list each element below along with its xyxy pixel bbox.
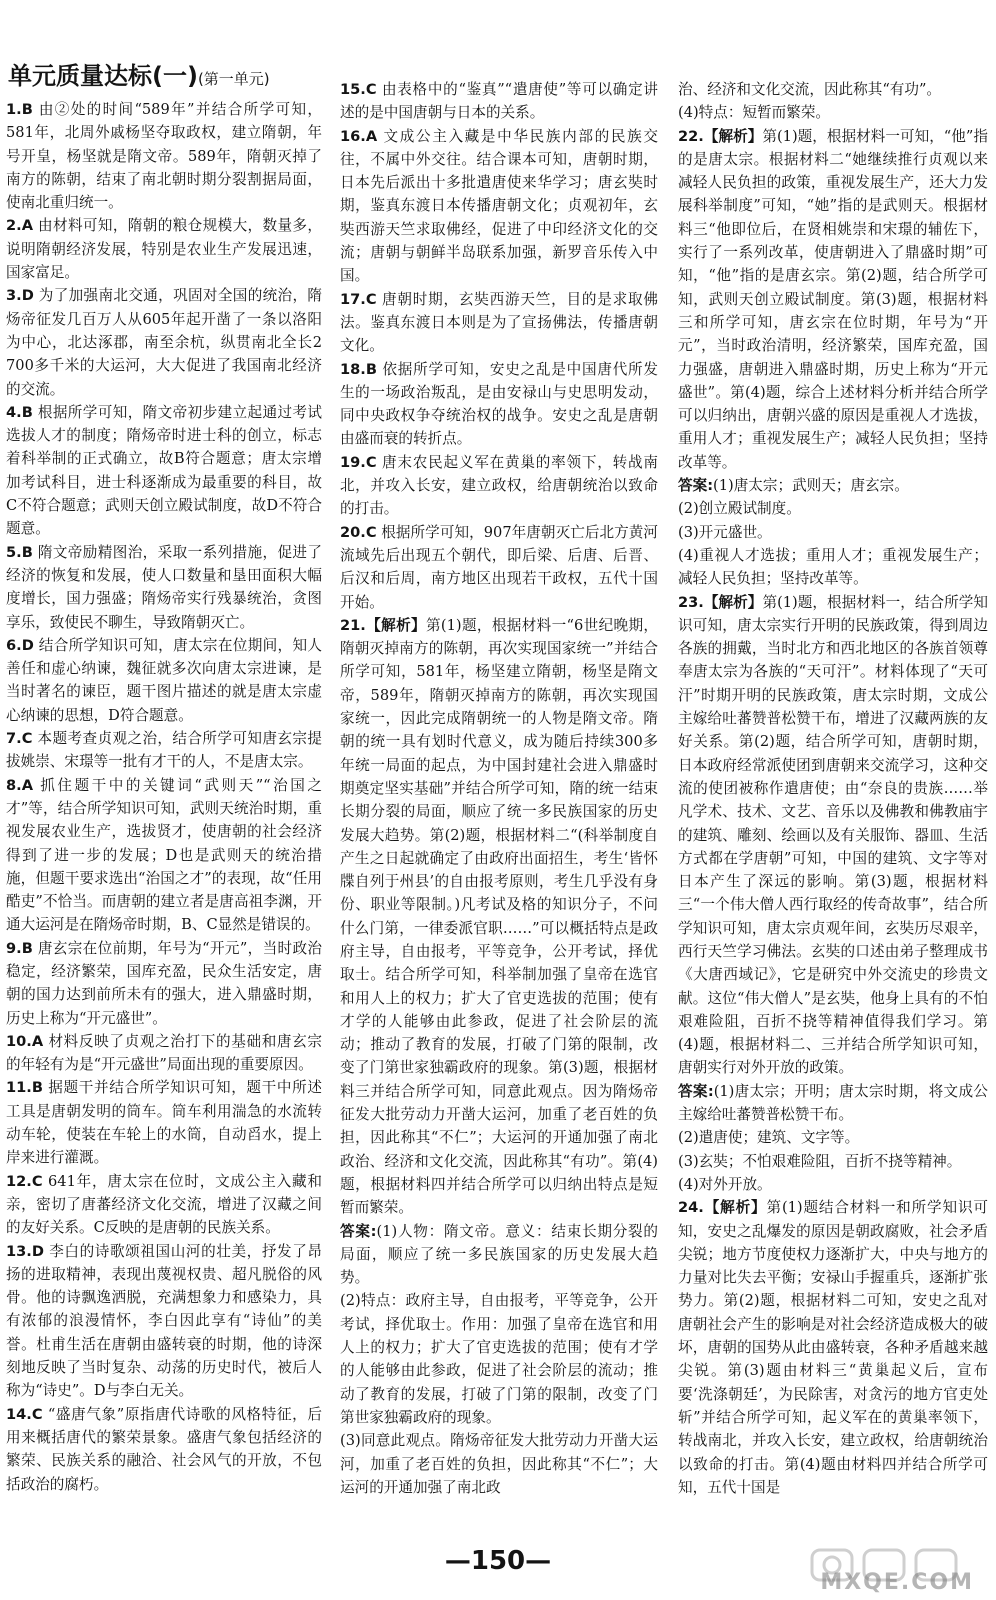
- item-number: 17.C: [340, 290, 377, 308]
- answer-line: (4)对外开放。: [678, 1175, 772, 1193]
- answer-item: [6, 1240, 322, 1403]
- item-number: 8.A: [6, 776, 33, 794]
- item-text: 抓住题干中的关键词“武则天”“治国之才”等，结合所学知识可知，武则天统治时期，重视发展农业生产，选拔贤才，使唐朝的社会经济得到了进一步的发展；D也是武则天的统治措施，但题干要求选出“治国之才”的表现，故“任用酷吏”不恰当。而唐朝的建立者是唐高祖李渊，开通大运河是在隋炀帝时期，B、C显然是错误的。: [6, 776, 323, 934]
- item-text: “盛唐气象”原指唐代诗歌的风格特征，后用来概括唐代的繁荣景象。盛唐气象包括经济的繁荣、民族关系的融洽、社会风气的开放，不包括政治的腐朽。: [6, 1405, 322, 1493]
- answer-item: [6, 937, 322, 1030]
- answer-item: [340, 358, 658, 451]
- item-text: 第(1)题，根据材料一“6世纪晚期，隋朝灭掉南方的陈朝，再次实现国家统一”并结合所学可知，581年，杨坚建立隋朝，杨坚是隋文帝，589年，隋朝灭掉南方的陈朝，再次实现国家统一，因此完成隋朝统一的人物是隋文帝。隋朝的统一具有划时代意义，成为随后持续300多年统一局面的起点，为中国封建社会进入鼎盛时期奠定坚实基础”并结合所学可知，隋的统一结束长期分裂的局面，顺应了统一多民族国家的历史发展大趋势。第(2)题，根据材料二“(科举制度自产生之日起就确定了由政府出面招生，考生‘皆怀牒自列于州县’的自由报考原则，考生几乎没有身份、职业等限制。)凡考试及格的知识分子，不问什么门第，一律委派官职……”可以概括特点是政府主导，自由报考，平等竞争，公开考试，择优取士。结合所学可知，科举制加强了皇帝在选官和用人上的权力；扩大了官吏选拔的范围；使有才学的人能够由此参政，促进了社会阶层的流动；推动了教育的发展，打破了门第的限制，改变了门第世家独霸政府的现象。第(3)题，根据材料三并结合所学可知，同意此观点。因为隋炀帝征发大批劳动力开凿大运河，加重了老百姓的负担，因此称其“不仁”；大运河的开通加强了南北政治、经济和文化交流，因此称其“有功”。第(4)题，根据材料四并结合所学可以归纳出特点是短暂而繁荣。: [340, 616, 659, 1217]
- answer-item: [6, 1076, 322, 1169]
- answer-item: [6, 774, 322, 937]
- answer-item: [678, 1196, 988, 1499]
- answer-item: [6, 98, 322, 214]
- answer-line: (3)玄奘；不怕艰难险阻，百折不挠等精神。: [678, 1152, 962, 1170]
- item-number: 22.【解析】: [678, 127, 763, 145]
- answer-item: [678, 591, 988, 1080]
- item-number: 4.B: [6, 403, 33, 421]
- answer-item: [6, 541, 322, 634]
- answer-item: [6, 727, 322, 774]
- item-text: 隋文帝励精图治，采取一系列措施，促进了经济的恢复和发展，使人口数量和垦田面积大幅度增长，国力强盛；隋炀帝实行残暴统治，贪图享乐，致使民不聊生，导致隋朝灭亡。: [6, 543, 322, 631]
- item-text: 由表格中的“鉴真”“遣唐使”等可以确定讲述的是中国唐朝与日本的关系。: [340, 81, 658, 122]
- answer-line: (3)同意此观点。隋炀帝征发大批劳动力开凿大运河，加重了老百姓的负担，因此称其“不仁”；大运河的开通加强了南北政: [340, 1432, 658, 1496]
- item-number: 23.【解析】: [678, 593, 763, 611]
- item-text: 李白的诗歌颂祖国山河的壮美，抒发了昂扬的进取精神，表现出蔑视权贵、超凡脱俗的风骨。他的诗飘逸洒脱，充满想象力和感染力，具有浓郁的浪漫情怀，李白因此享有“诗仙”的美誉。杜甫生活在唐朝由盛转衰的时期，他的诗深刻地反映了当时复杂、动荡的历史时代，被后人称为“诗史”。D与李白无关。: [6, 1242, 322, 1400]
- item-number: 24.【解析】: [678, 1199, 767, 1217]
- item-text: 唐朝时期，玄奘西游天竺，目的是求取佛法。鉴真东渡日本则是为了宣扬佛法，传播唐朝文化。: [340, 290, 658, 355]
- item-number: 3.D: [6, 287, 34, 305]
- answer-line: (2)遣唐使；建筑、文字等。: [678, 1129, 860, 1147]
- section-subtitle: (第一单元): [197, 70, 270, 88]
- item-number: 6.D: [6, 636, 34, 654]
- answer-item: [340, 521, 658, 614]
- answer-line: (3)开元盛世。: [678, 523, 772, 541]
- item-text: 结合所学知识可知，唐太宗在位期间，知人善任和虚心纳谏，魏征就多次向唐太宗进谏，是当时著名的谏臣，题干图片描述的就是唐太宗虚心纳谏的思想，D符合题意。: [6, 636, 322, 724]
- item-text: 文成公主入藏是中华民族内部的民族交往，不属中外交往。结合课本可知，唐朝时期，日本先后派出十多批遣唐使来华学习；唐玄奘时期，鉴真东渡日本传播唐朝文化；贞观初年，玄奘西游天竺求取佛经，促进了中印经济文化的交流；唐朝与朝鲜半岛联系加强，新罗音乐传入中国。: [340, 127, 658, 285]
- answer-label: 答案:: [678, 1082, 714, 1100]
- watermark-text: MXQE.COM: [820, 1570, 974, 1595]
- item-text: 为了加强南北交通，巩固对全国的统治，隋炀帝征发几百万人从605年起开凿了一条以洛阳为中心，北达涿郡，南至余杭，纵贯南北全长2 700多千米的大运河，大大促进了我国南北经济的交流。: [6, 287, 322, 398]
- item-text: 第(1)题，根据材料一可知，“他”指的是唐太宗。根据材料二“她继续推行贞观以来减轻人民负担的政策，重视发展生产，还大力发展科举制度”可知，“她”指的是武则天。根据材料三“他即位后，在贤相姚崇和宋璟的辅佐下，实行了一系列改革，使唐朝进入了鼎盛时期”可知，“他”指的是唐玄宗。第(2)题，结合所学可知，武则天创立殿试制度。第(3)题，根据材料三和所学可知，唐玄宗在位时期，年号为“开元”，当时政治清明，经济繁荣，国库充盈，国力强盛，唐朝进入鼎盛时期，历史上称为“开元盛世”。第(4)题，综合上述材料分析并结合所学可以归纳出，唐朝兴盛的原因是重视人才选拔，重用人才；重视发展生产；减轻人民负担；坚持改革等。: [678, 127, 988, 471]
- answer-item: [340, 288, 658, 358]
- item-number: 20.C: [340, 523, 377, 541]
- answer-item: [340, 614, 658, 1220]
- column-middle: [340, 78, 658, 1499]
- item-text: 依据所学可知，安史之乱是中国唐代所发生的一场政治叛乱，是由安禄山与史思明发动，同中央政权争夺统治权的战争。安史之乱是唐朝由盛而衰的转折点。: [340, 360, 658, 448]
- item-text: 641年，唐太宗在位时，文成公主入藏和亲，密切了唐蕃经济文化交流，增进了汉藏之间的友好关系。C反映的是唐朝的民族关系。: [6, 1172, 323, 1237]
- answer-item: [6, 1170, 322, 1240]
- item-text: 根据所学可知，907年唐朝灭亡后北方黄河流域先后出现五个朝代，即后梁、后唐、后晋、后汉和后周，南方地区出现若干政权，五代十国开始。: [340, 523, 658, 611]
- item-text: 第(1)题，根据材料一，结合所学知识可知，唐太宗实行开明的民族政策，得到周边各族的拥戴，当时北方和西北地区的各族首领尊奉唐太宗为各族的“天可汗”。材料体现了“天可汗”时期开明的民族政策，唐太宗时期，文成公主嫁给吐蕃赞普松赞干布，增进了汉藏两族的友好关系。第(2)题，结合所学可知，唐朝时期，日本政府经常派使团到唐朝来交流学习，这种交流的使团被称作遣唐使；由“奈良的贵族……举凡学术、技术、文艺、音乐以及佛教和佛教庙宇的建筑、雕刻、绘画以及有关服饰、器皿、生活方式都在学唐朝”可知，中国的建筑、文字等对日本产生了深远的影响。第(3)题，根据材料三“一个伟大僧人西行取经的传奇故事”，结合所学知识可知，唐太宗贞观年间，玄奘历尽艰辛，西行天竺学习佛法。玄奘的口述由弟子整理成书《大唐西域记》，它是研究中外交流史的珍贵文献。这位“伟大僧人”是玄奘，他身上具有的不怕艰难险阻，百折不挠等精神值得我们学习。第(4)题，根据材料二、三并结合所学知识可知，唐朝实行对外开放的政策。: [678, 593, 988, 1077]
- answer-item: [678, 125, 988, 474]
- item-text: 由材料可知，隋朝的粮仓规模大，数量多，说明隋朝经济发展，特别是农业生产发展迅速，国家富足。: [6, 217, 322, 282]
- section-title-text: 单元质量达标(一): [8, 62, 198, 90]
- item-number: 1.B: [6, 101, 33, 118]
- answer-list-left: [6, 98, 322, 1496]
- answer-block: [678, 1080, 988, 1127]
- item-number: 11.B: [6, 1079, 43, 1097]
- item-number: 12.C: [6, 1172, 43, 1190]
- answer-line: (1)人物：隋文帝。意义：结束长期分裂的局面，顺应了统一多民族国家的历史发展大趋势。: [340, 1222, 658, 1287]
- item-number: 9.B: [6, 939, 33, 957]
- answer-item: [6, 401, 322, 541]
- answer-line: (4)重视人才选拔；重用人才；重视发展生产；减轻人民负担；坚持改革等。: [678, 546, 988, 588]
- item-number: 14.C: [6, 1405, 43, 1423]
- item-number: 2.A: [6, 217, 33, 235]
- answer-line: (2)创立殿试制度。: [678, 500, 801, 518]
- answer-line: (4)特点：短暂而繁荣。: [678, 104, 831, 122]
- item-number: 19.C: [340, 453, 377, 471]
- answer-item: [340, 78, 658, 125]
- answer-line: (2)特点：政府主导，自由报考，平等竞争，公开考试，择优取士。作用：加强了皇帝在选官和用人上的权力；扩大了官吏选拔的范围；使有才学的人能够由此参政，促进了社会阶层的流动；推动了教育的发展，打破了门第的限制，改变了门第世家独霸政府的现象。: [340, 1292, 658, 1426]
- item-text: 材料反映了贞观之治打下的基础和唐玄宗的年轻有为是“开元盛世”局面出现的重要原因。: [6, 1032, 322, 1074]
- answer-item: [340, 125, 658, 288]
- item-text: 第(1)题结合材料一和所学知识可知，安史之乱爆发的原因是朝政腐败，社会矛盾尖锐；地方节度使权力逐渐扩大，中央与地方的力量对比失去平衡；安禄山手握重兵，逐渐扩张势力。第(2)题，根据材料二可知，安史之乱对唐朝社会产生的影响是对社会经济造成极大的破坏，唐朝的国势从此由盛转衰，各种矛盾越来越尖锐。第(3)题由材料三“黄巢起义后，宣布要‘洗涤朝廷’，为民除害，对贪污的地方官吏处斩”并结合所学可知，起义军在的黄巢率领下，转战南北，并攻入长安，建立政权，给唐朝统治以致命的打击。第(4)题由材料四并结合所学可知，五代十国是: [678, 1199, 988, 1496]
- column-right: [678, 78, 988, 1499]
- item-text: 唐玄宗在位前期，年号为“开元”，当时政治稳定，经济繁荣，国库充盈，民众生活安定，唐朝的国力达到前所未有的强大，进入鼎盛时期，历史上称为“开元盛世”。: [6, 939, 322, 1027]
- answer-label: 答案:: [678, 477, 714, 495]
- item-number: 15.C: [340, 81, 377, 98]
- answer-label: 答案:: [340, 1222, 377, 1240]
- answer-item: [6, 1030, 322, 1077]
- item-number: 16.A: [340, 127, 378, 145]
- answer-block: [340, 1220, 658, 1290]
- page-number: —150—: [444, 1546, 552, 1576]
- answer-item: [340, 451, 658, 521]
- item-text: 唐末农民起义军在黄巢的率领下，转战南北，并攻入长安，建立政权，给唐朝统治以致命的打击。: [340, 453, 658, 518]
- item-number: 10.A: [6, 1032, 44, 1050]
- item-text: 据题干并结合所学知识可知，题干中所述工具是唐朝发明的筒车。筒车利用湍急的水流转动车轮，使装在车轮上的水筒，自动舀水，提上岸来进行灌溉。: [6, 1079, 322, 1167]
- answer-item: [6, 284, 322, 400]
- item-number: 18.B: [340, 360, 377, 378]
- column-left: [6, 58, 322, 1496]
- answer-line: (1)唐太宗；武则天；唐玄宗。: [713, 477, 909, 495]
- item-text: 由②处的时间“589年”并结合所学可知，581年，北周外戚杨坚夺取政权，建立隋朝，年号开皇，杨坚就是隋文帝。589年，隋朝灭掉了南方的陈朝，结束了南北朝时期分裂割据局面，使南北重归统一。: [6, 101, 322, 212]
- item-text: 本题考查贞观之治，结合所学可知唐玄宗提拔姚崇、宋璟等一批有才干的人，不是唐太宗。: [6, 730, 322, 771]
- item-text: 根据所学可知，隋文帝初步建立起通过考试选拔人才的制度；隋炀帝时进士科的创立，标志着科举制的正式确立，故B符合题意；唐太宗增加考试科目，进士科逐渐成为最重要的科目，故C不符合题意；武则天创立殿试制度，故D不符合题意。: [6, 403, 322, 538]
- answer-line: (1)唐太宗；开明；唐太宗时期，将文成公主嫁给吐蕃赞普松赞干布。: [678, 1082, 988, 1124]
- item-number: 5.B: [6, 543, 33, 561]
- answer-line: 治、经济和文化交流，因此称其“有功”。: [678, 81, 942, 98]
- answer-item: [6, 214, 322, 284]
- answer-item: [6, 634, 322, 727]
- item-number: 7.C: [6, 730, 33, 748]
- item-number: 13.D: [6, 1242, 44, 1260]
- answer-block: [678, 474, 988, 497]
- item-number: 21.【解析】: [340, 616, 426, 634]
- answer-item: [6, 1403, 322, 1496]
